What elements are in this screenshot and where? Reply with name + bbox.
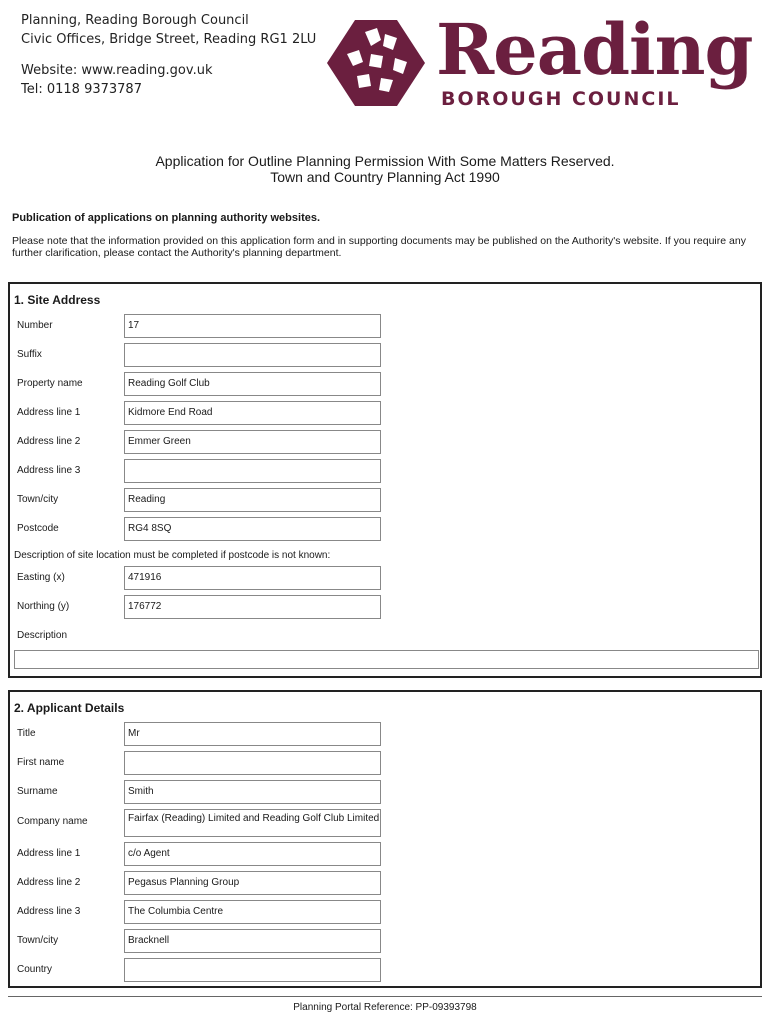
location-note: Description of site location must be completed if postcode is not known: bbox=[14, 550, 331, 561]
field-label: Easting (x) bbox=[17, 572, 65, 583]
publication-text: Please note that the information provided on this application form and in supporting documents may be published on the Authority's website. If you require any further clarification, please contact the Authority's planning department. bbox=[12, 235, 746, 259]
logo-subtitle: BOROUGH COUNCIL bbox=[441, 88, 681, 110]
form-title bbox=[0, 153, 770, 185]
applicant-surname-input[interactable]: Smith bbox=[124, 780, 381, 804]
form-title-line1: Application for Outline Planning Permission With Some Matters Reserved. bbox=[155, 153, 615, 169]
council-phone: Tel: 0118 9373787 bbox=[21, 82, 142, 97]
field-label: Town/city bbox=[17, 935, 59, 946]
council-contact-block bbox=[21, 11, 316, 99]
applicant-country-input[interactable] bbox=[124, 958, 381, 982]
field-label: Address line 1 bbox=[17, 407, 81, 418]
field-label: Number bbox=[17, 320, 53, 331]
field-label: Address line 1 bbox=[17, 848, 81, 859]
easting-input[interactable]: 471916 bbox=[124, 566, 381, 590]
logo-wordmark: Reading bbox=[436, 8, 753, 91]
field-label: Postcode bbox=[17, 523, 59, 534]
northing-input[interactable]: 176772 bbox=[124, 595, 381, 619]
site-town-input[interactable]: Reading bbox=[124, 488, 381, 512]
site-address-line3-input[interactable] bbox=[124, 459, 381, 483]
site-description-input[interactable] bbox=[14, 650, 759, 669]
field-label: Country bbox=[17, 964, 53, 975]
site-property-name-input[interactable]: Reading Golf Club bbox=[124, 372, 381, 396]
field-label: Address line 2 bbox=[17, 436, 81, 447]
council-name: Planning, Reading Borough Council bbox=[21, 13, 249, 28]
field-label: Surname bbox=[17, 786, 58, 797]
site-number-input[interactable]: 17 bbox=[124, 314, 381, 338]
field-label: Title bbox=[17, 728, 36, 739]
field-label: Address line 3 bbox=[17, 465, 81, 476]
site-address-line2-input[interactable]: Emmer Green bbox=[124, 430, 381, 454]
field-label: Address line 2 bbox=[17, 877, 81, 888]
applicant-company-input[interactable]: Fairfax (Reading) Limited and Reading Golf Club Limited bbox=[124, 809, 381, 837]
section-title: 1. Site Address bbox=[14, 293, 101, 307]
footer-divider bbox=[8, 996, 762, 997]
site-suffix-input[interactable] bbox=[124, 343, 381, 367]
applicant-address-line1-input[interactable]: c/o Agent bbox=[124, 842, 381, 866]
field-label: Suffix bbox=[17, 349, 42, 360]
field-label: First name bbox=[17, 757, 65, 768]
form-title-line2: Town and Country Planning Act 1990 bbox=[270, 169, 500, 185]
council-address: Civic Offices, Bridge Street, Reading RG1 2LU bbox=[21, 32, 317, 47]
applicant-address-line3-input[interactable]: The Columbia Centre bbox=[124, 900, 381, 924]
field-label: Description bbox=[17, 630, 68, 641]
applicant-details-section bbox=[8, 690, 762, 988]
field-label: Company name bbox=[17, 816, 88, 827]
field-label: Property name bbox=[17, 378, 83, 389]
field-label: Northing (y) bbox=[17, 601, 70, 612]
applicant-address-line2-input[interactable]: Pegasus Planning Group bbox=[124, 871, 381, 895]
field-label: Address line 3 bbox=[17, 906, 81, 917]
portal-reference: Planning Portal Reference: PP-09393798 bbox=[293, 1002, 477, 1013]
site-address-line1-input[interactable]: Kidmore End Road bbox=[124, 401, 381, 425]
applicant-first-name-input[interactable] bbox=[124, 751, 381, 775]
applicant-title-input[interactable]: Mr bbox=[124, 722, 381, 746]
field-label: Town/city bbox=[17, 494, 59, 505]
applicant-town-input[interactable]: Bracknell bbox=[124, 929, 381, 953]
site-address-section bbox=[8, 282, 762, 678]
publication-heading: Publication of applications on planning authority websites. bbox=[12, 212, 321, 224]
site-postcode-input[interactable]: RG4 8SQ bbox=[124, 517, 381, 541]
council-website: Website: www.reading.gov.uk bbox=[21, 63, 213, 78]
section-title: 2. Applicant Details bbox=[14, 701, 125, 715]
